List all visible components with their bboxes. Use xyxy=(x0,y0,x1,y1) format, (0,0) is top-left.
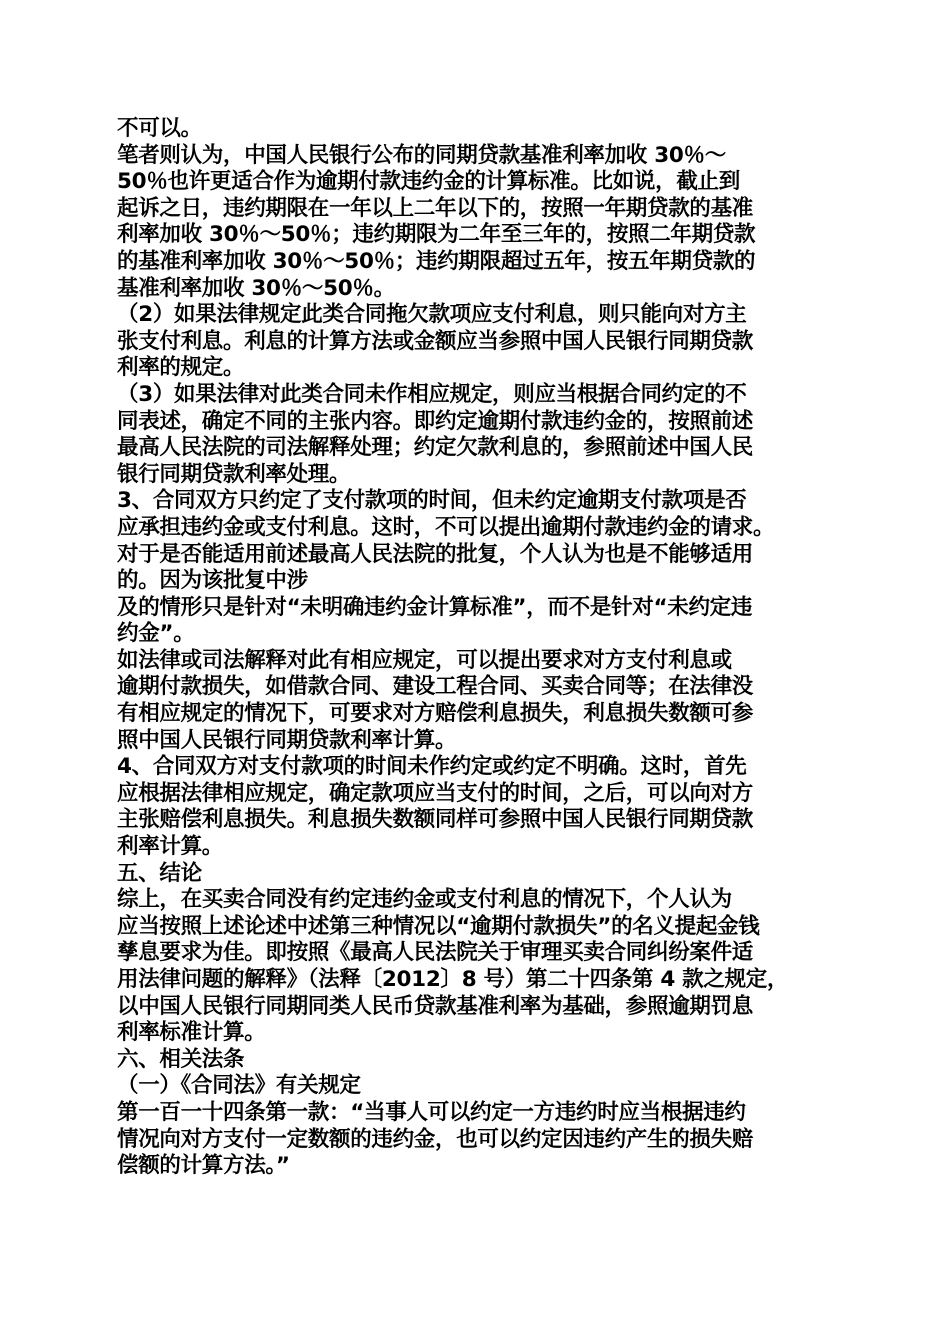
text-line: 五、结论 xyxy=(117,860,202,886)
text-line: 3、合同双方只约定了支付款项的时间，但未约定逾期支付款项是否 xyxy=(117,488,747,514)
text-line: 4、合同双方对支付款项的时间未作约定或约定不明确。这时，首先 xyxy=(117,754,747,780)
text-line: 同表述，确定不同的主张内容。即约定逾期付款违约金的，按照前述 xyxy=(117,408,754,434)
text-line: （3）如果法律对此类合同未作相应规定，则应当根据合同约定的不 xyxy=(117,381,747,407)
text-line: 主张赔偿利息损失。利息损失数额同样可参照中国人民银行同期贷款 xyxy=(117,807,754,833)
text-line: 应当按照上述论述中述第三种情况以“逾期付款损失”的名义提起金钱 xyxy=(117,913,760,939)
text-line: 应承担违约金或支付利息。这时，不可以提出逾期付款违约金的请求。 xyxy=(117,514,775,540)
text-line: 利率的规定。 xyxy=(117,355,245,381)
text-line: 偿额的计算方法。” xyxy=(117,1153,290,1179)
text-line: 的。因为该批复中涉 xyxy=(117,568,308,594)
text-line: 利率加收 30％～50％；违约期限为二年至三年的，按照二年期贷款 xyxy=(117,222,756,248)
text-line: 张支付利息。利息的计算方法或金额应当参照中国人民银行同期贷款 xyxy=(117,328,754,354)
text-line: 有相应规定的情况下，可要求对方赔偿利息损失，利息损失数额可参 xyxy=(117,701,754,727)
text-line: 六、相关法条 xyxy=(117,1046,245,1072)
text-line: 照中国人民银行同期贷款利率计算。 xyxy=(117,727,457,753)
text-line: 笔者则认为，中国人民银行公布的同期贷款基准利率加收 30％～ xyxy=(117,142,726,168)
text-line: （一）《合同法》有关规定 xyxy=(117,1073,361,1099)
text-line: 综上，在买卖合同没有约定违约金或支付利息的情况下，个人认为 xyxy=(117,887,732,913)
text-line: 约金”。 xyxy=(117,621,195,647)
text-line: 用法律问题的解释》（法释〔2012〕8 号）第二十四条第 4 款之规定， xyxy=(117,967,789,992)
text-line: 如法律或司法解释对此有相应规定，可以提出要求对方支付利息或 xyxy=(117,647,732,673)
text-line: 利率计算。 xyxy=(117,834,224,860)
text-line: 的基准利率加收 30％～50％；违约期限超过五年，按五年期贷款的 xyxy=(117,248,756,274)
text-line: 利率标准计算。 xyxy=(117,1020,266,1046)
text-line: 逾期付款损失，如借款合同、建设工程合同、买卖合同等；在法律没 xyxy=(117,674,754,700)
text-line: 及的情形只是针对“未明确违约金计算标准”，而不是针对“未约定违 xyxy=(117,594,753,620)
text-line: 基准利率加收 30％～50％。 xyxy=(117,275,395,301)
text-line: 孳息要求为佳。即按照《最高人民法院关于审理买卖合同纠纷案件适 xyxy=(117,940,754,966)
text-line: 第一百一十四条第一款：“当事人可以约定一方违约时应当根据违约 xyxy=(117,1099,746,1125)
text-line: 对于是否能适用前述最高人民法院的批复，个人认为也是不能够适用 xyxy=(117,541,754,567)
text-line: 应根据法律相应规定，确定款项应当支付的时间，之后，可以向对方 xyxy=(117,780,754,806)
text-line: 以中国人民银行同期同类人民币贷款基准利率为基础，参照逾期罚息 xyxy=(117,993,754,1019)
text-line: 最高人民法院的司法解释处理；约定欠款利息的，参照前述中国人民 xyxy=(117,435,754,461)
text-line: 不可以。 xyxy=(117,116,202,141)
text-line: 起诉之日，违约期限在一年以上二年以下的，按照一年期贷款的基准 xyxy=(117,195,754,221)
text-line: 情况向对方支付一定数额的违约金，也可以约定因违约产生的损失赔 xyxy=(117,1126,754,1152)
text-line: 50％也许更适合作为逾期付款违约金的计算标准。比如说，截止到 xyxy=(117,169,740,195)
text-line: （2）如果法律规定此类合同拖欠款项应支付利息，则只能向对方主 xyxy=(117,302,747,328)
text-line: 银行同期贷款利率处理。 xyxy=(117,461,351,487)
document-body xyxy=(117,116,847,1180)
